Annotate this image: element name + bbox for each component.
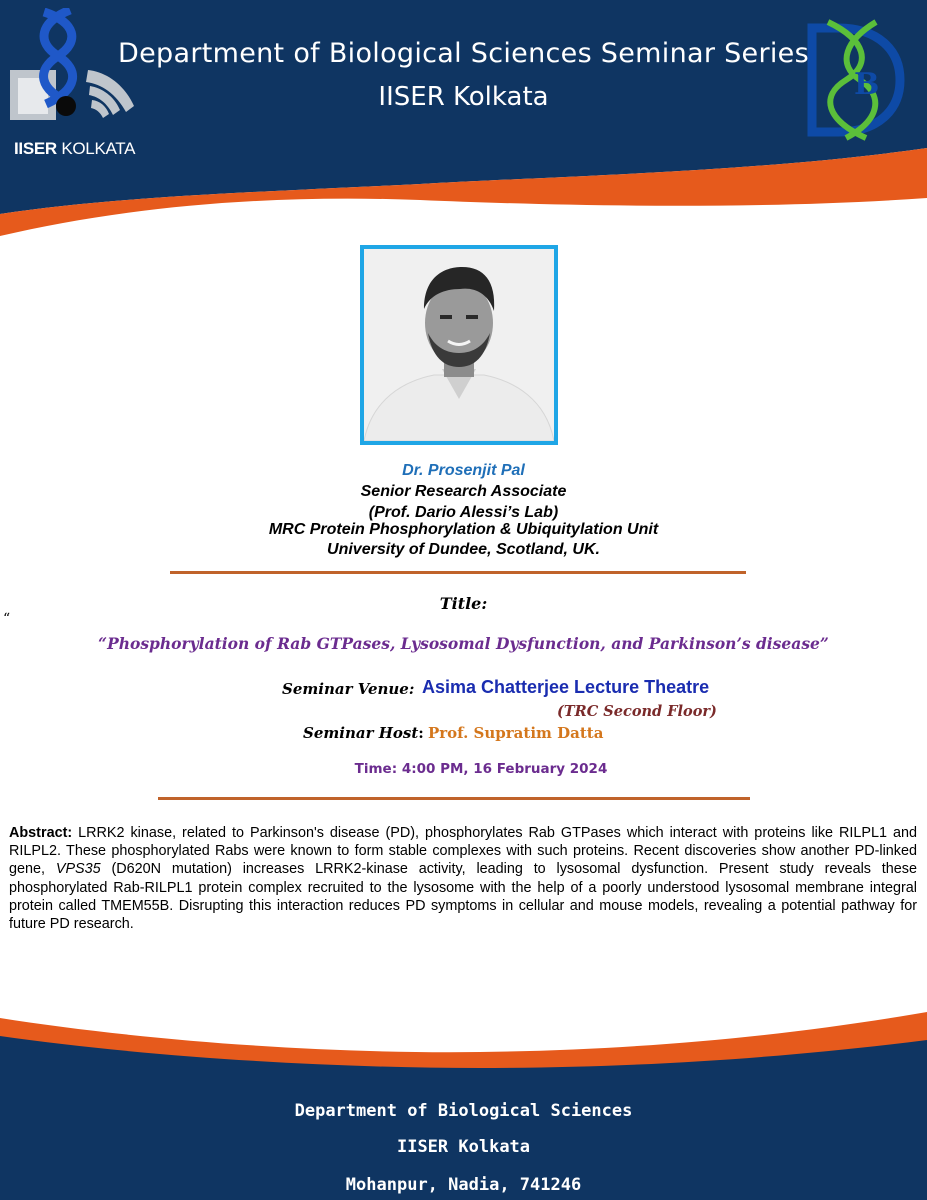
speaker-university: University of Dundee, Scotland, UK. [327,541,600,558]
header-subtitle: IISER Kolkata [378,82,549,112]
dbs-dna-logo-icon [806,18,912,142]
speaker-photo [360,245,558,445]
divider-bottom [158,797,750,800]
stray-quote-mark: “ [3,611,11,627]
abstract-text-2: (D620N mutation) increases LRRK2-kinase activity, leading to lysosomal dysfunction. Present study reveals these phosphorylated Rab-RILPL1 protein complex recruited to the lysosome with the help of a poorly understood lysosomal membrane integral protein called TMEM55B. Disrupting this interaction reduces PD symptoms in cellular and mouse models, revealing a potential pathway for future PD research. [9,861,917,933]
abstract-label: Abstract: [9,825,73,841]
venue-detail: (TRC Second Floor) [557,703,717,720]
host-name: Prof. Supratim Datta [428,724,604,742]
speaker-unit: MRC Protein Phosphorylation & Ubiquitylation Unit [268,521,659,538]
host-label [303,724,424,742]
abstract-text-1: LRRK2 kinase, related to Parkinson's disease (PD), phosphorylates Rab GTPases which interact with proteins like RILPL1 and RILPL2. These phosphorylated Rabs were known to form stable complexes with such proteins. Recent discoveries show another PD-linked gene, [9,825,917,878]
footer-department: Department of Biological Sciences [294,1101,633,1121]
venue-label: Seminar Venue: [282,680,415,698]
footer-address: Mohanpur, Nadia, 741246 [345,1175,582,1195]
logo-text-kolkata: KOLKATA [56,139,136,158]
iiser-emblem-icon [6,8,142,138]
venue-name: Asima Chatterjee Lecture Theatre [422,677,710,697]
speaker-lab: (Prof. Dario Alessi’s Lab) [368,504,559,521]
divider-top [170,571,746,574]
talk-title: “Phosphorylation of Rab GTPases, Lysosomal Dysfunction, and Parkinson’s disease” [98,634,829,653]
logo-text-iiser: IISER [14,139,57,158]
speaker-portrait-icon [364,249,554,441]
abstract-gene: VPS35 [55,861,101,878]
host-label-text: Seminar Host [303,724,419,742]
talk-title-label: Title: [439,594,488,613]
header-title: Department of Biological Sciences Seminar Series [118,38,809,69]
speaker-role: Senior Research Associate [360,483,567,500]
host-label-colon: : [418,724,424,742]
abstract-paragraph [9,824,917,933]
footer-institute: IISER Kolkata [396,1137,531,1157]
svg-text:B: B [854,67,880,102]
seminar-time: Time: 4:00 PM, 16 February 2024 [354,761,608,777]
speaker-name: Dr. Prosenjit Pal [402,462,525,479]
